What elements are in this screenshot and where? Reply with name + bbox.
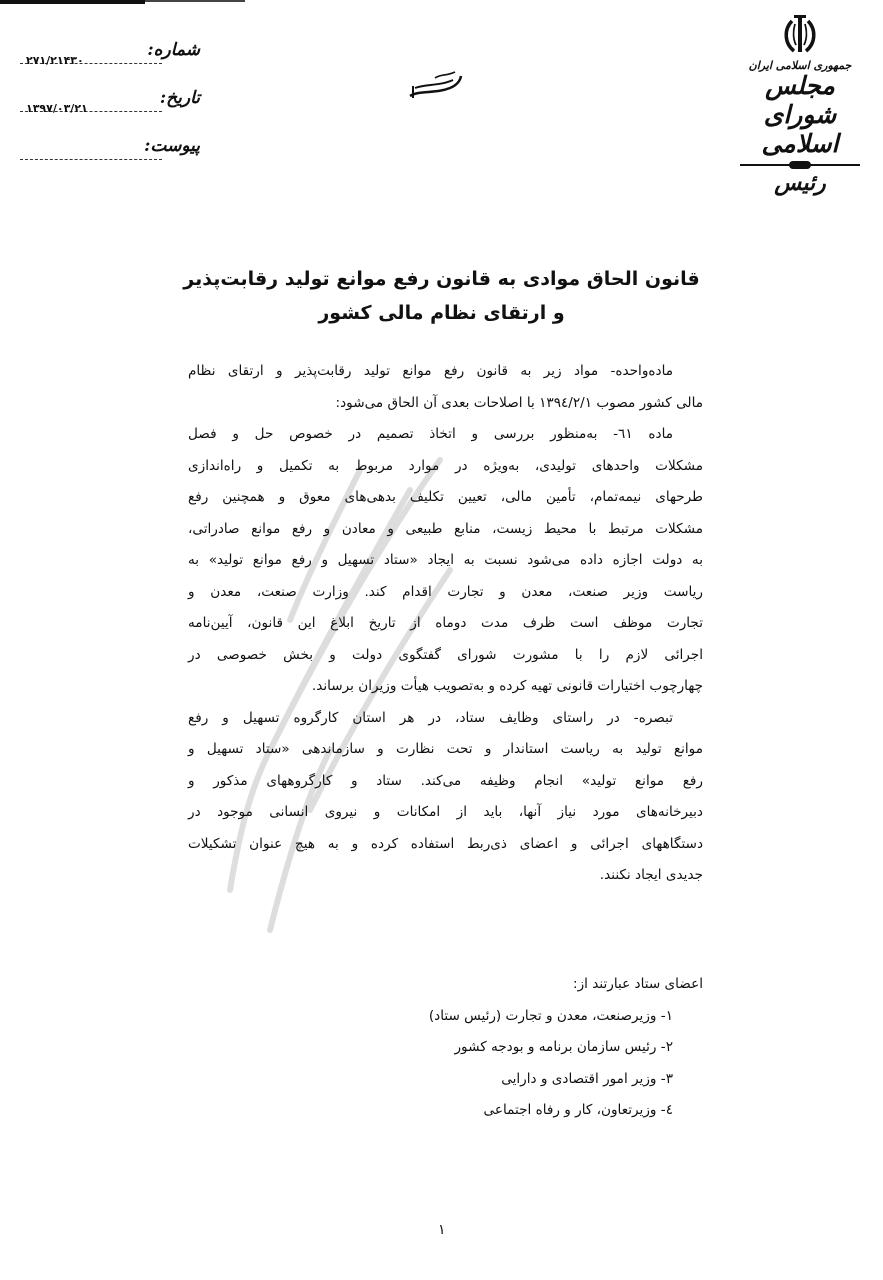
body-line: جدیدی ایجاد نکنند. [599, 867, 703, 883]
scan-edge-mark-thin [145, 0, 245, 2]
body-line: ماده‌واحده- مواد زیر به قانون رفع موانع تولید رقابت‌پذیر و ارتقای نظام [188, 363, 673, 379]
members-intro: اعضای ستاد عبارتند از: [573, 976, 703, 992]
body-line: تجارت موظف است ظرف مدت دوماه از تاریخ ابلاغ این قانون، آیین‌نامه [188, 615, 703, 631]
member-item: ٤- وزیرتعاون، کار و رفاه اجتماعی [483, 1102, 673, 1118]
body-line: مالی کشور مصوب ۱۳۹٤/۲/۱ با اصلاحات بعدی آن الحاق می‌شود: [335, 394, 703, 411]
body-line: مشکلات واحدهای تولیدی، به‌ویژه در موارد مربوط به تکمیل و راه‌اندازی [188, 457, 703, 474]
body-line: تبصره- در راستای وظایف ستاد، در هر استان کارگروه تسهیل و رفع [188, 709, 673, 726]
member-item: ۳- وزیر امور اقتصادی و دارایی [501, 1070, 673, 1087]
letter-metadata [20, 40, 200, 184]
letterhead-divider [740, 164, 860, 166]
body-line: اجرائی لازم را با مشورت شورای گفتگوی دولت و بخش خصوصی در [188, 646, 703, 663]
body-line: طرحهای نیمه‌تمام، تأمین مالی، تعیین تکلیف بدهی‌های معوق و همچنین رفع [188, 489, 703, 505]
attachment-label: پیوست: [144, 136, 200, 156]
letterhead-office: رئیس [774, 170, 826, 197]
attachment-dotted-line [20, 159, 162, 160]
date-label: تاریخ: [159, 88, 200, 108]
body-line: دبیرخانه‌های مورد نیاز آنها، باید از امکانات و نیروی انسانی موجود در [188, 804, 703, 820]
member-item: ۱- وزیرصنعت، معدن و تجارت (رئیس ستاد) [428, 1007, 673, 1024]
body-line: به دولت اجازه داده می‌شود نسبت به ایجاد «ستاد تسهیل و رفع موانع تولید» به [188, 552, 703, 568]
body-line: ماده ٦١- به‌منظور بررسی و اتخاذ تصمیم در خصوص حل و فصل [188, 426, 673, 442]
number-label: شماره: [147, 40, 200, 60]
basmala-calligraphy-icon [405, 68, 465, 102]
date-row [20, 88, 200, 136]
title-line-2: و ارتقای نظام مالی کشور [318, 302, 565, 324]
body-line: دستگاههای اجرائی و اعضای ذی‌ربط استفاده کرده و به هیچ عنوان تشکیلات [188, 835, 703, 852]
member-item: ۲- رئیس سازمان برنامه و بودجه کشور [454, 1039, 673, 1055]
page-number: ۱ [438, 1222, 446, 1238]
body-line: رفع موانع تولید» انجام وظیفه می‌کند. ستاد و کارگروههای مذکور و [188, 772, 703, 789]
body-line: چهارچوب اختیارات قانونی تهیه کرده و به‌تصویب هیأت وزیران برساند. [311, 678, 703, 694]
date-value: ۱۳۹۷/۰۳/۲۱ [26, 102, 88, 115]
scan-edge-mark [0, 0, 145, 4]
body-line: مشکلات مرتبط با محیط زیست، منابع طبیعی و معادن و رفع موانع صادراتی، [188, 520, 703, 537]
members-list [429, 969, 703, 1127]
letterhead-country: جمهوری اسلامی ایران [748, 59, 852, 72]
body-line: ریاست وزیر صنعت، معدن و تجارت اقدام کند. وزارت صنعت، معدن و [188, 583, 703, 600]
number-row [20, 40, 200, 88]
parliament-letterhead [730, 15, 870, 196]
letterhead-parliament: مجلس شورای اسلامی [761, 71, 839, 158]
iran-emblem-icon [780, 15, 820, 57]
document-title [150, 262, 733, 330]
attachment-row [20, 136, 200, 184]
number-value: ۲۷۱/۲۱۴۳۰ [26, 54, 84, 67]
body-line: موانع تولید به ریاست استاندار و تحت نظارت و سازماندهی «ستاد تسهیل و [188, 741, 703, 757]
title-line-1: قانون الحاق موادی به قانون رفع موانع تولید رقابت‌پذیر [183, 268, 700, 290]
document-body [188, 356, 703, 892]
